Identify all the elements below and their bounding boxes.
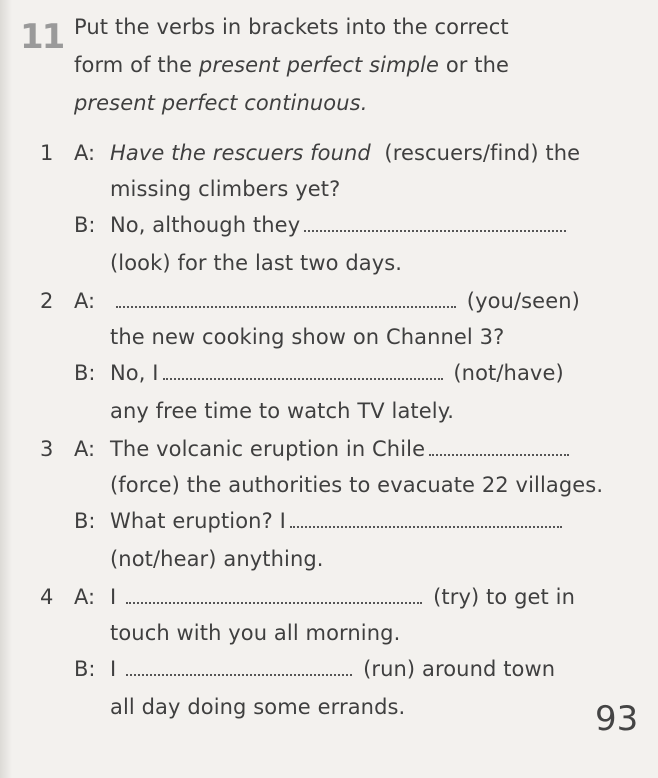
verb-prompt: (not/have) [453,361,564,385]
item-1-b-line-2: (look) for the last two days. [110,251,403,275]
speaker-b-label: B: [74,509,96,533]
item-number: 4 [40,585,54,609]
answer-blank[interactable] [116,292,456,308]
item-number: 2 [40,289,54,313]
sentence-text: What eruption? I [110,509,286,533]
answer-blank[interactable] [429,440,569,456]
verb-prompt: (run) around town [363,657,556,681]
page-number: 93 [595,699,639,739]
item-1-b-line [110,212,570,238]
answer-blank[interactable] [304,216,566,232]
answer-blank[interactable] [126,588,422,604]
sentence-text: No, although they [110,213,301,237]
item-1-a-line-2: missing climbers yet? [110,177,341,201]
verb-prompt: (rescuers/find) the [384,141,581,165]
sentence-text: I [110,585,117,609]
item-4-a-line-2: touch with you all morning. [110,621,401,645]
sentence-text: The volcanic eruption in Chile [110,437,426,461]
instruction-line-3: present perfect continuous. [74,91,368,115]
speaker-b-label: B: [74,657,96,681]
item-4-b-line-2: all day doing some errands. [110,695,406,719]
item-2-a-line-2: the new cooking show on Channel 3? [110,325,505,349]
speaker-b-label: B: [74,213,96,237]
item-3-a-line [110,436,573,462]
verb-prompt: (you/seen) [466,289,580,313]
instruction-text: form of the [74,53,199,77]
example-answer: Have the rescuers found [110,141,371,165]
instruction-line-1: Put the verbs in brackets into the correct [74,15,509,39]
item-4-a-line [110,584,575,610]
tense-name-simple: present perfect simple [198,53,440,77]
answer-blank[interactable] [163,364,443,380]
instruction-text: or the [439,53,510,77]
speaker-a-label: A: [74,585,96,609]
item-2-b-line [110,360,564,386]
item-3-b-line-2: (not/hear) anything. [110,547,324,571]
exercise-number: 11 [20,17,64,57]
item-1-a-line [110,140,580,166]
item-4-b-line [110,656,555,682]
verb-prompt: (try) to get in [433,585,575,609]
sentence-text: No, I [110,361,159,385]
speaker-a-label: A: [74,141,96,165]
item-2-a-line [110,288,580,314]
item-3-b-line [110,508,566,534]
answer-blank[interactable] [126,660,352,676]
speaker-b-label: B: [74,361,96,385]
answer-blank[interactable] [290,512,562,528]
speaker-a-label: A: [74,289,96,313]
item-3-a-line-2: (force) the authorities to evacuate 22 villages. [110,473,604,497]
item-2-b-line-2: any free time to watch TV lately. [110,399,455,423]
page-edge-shadow [0,0,12,778]
instruction-line-2 [74,52,509,78]
sentence-text: I [110,657,117,681]
item-number: 3 [40,437,54,461]
speaker-a-label: A: [74,437,96,461]
item-number: 1 [40,141,54,165]
